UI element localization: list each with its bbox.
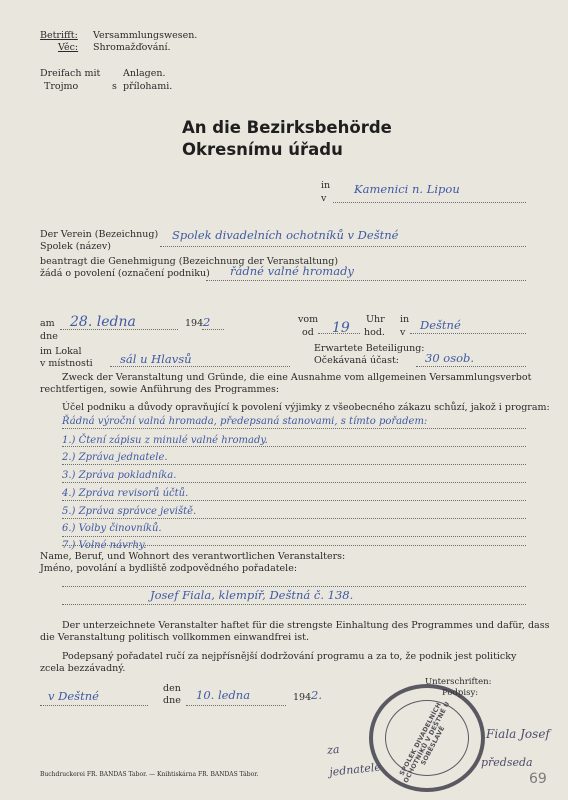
stamp-text: SPOLEK DIVADELNÍCH OCHOTNÍKŮ V DEŠTNÉ U SOBĚSLAVĚ (398, 700, 452, 785)
title-line-2: Okresnímu úřadu (182, 140, 343, 159)
town-in-label: in (400, 314, 410, 325)
stamp-seal (369, 684, 485, 792)
beteiligung-label-de: Erwartete Beteiligung: (314, 343, 425, 354)
verein-label-de: Der Verein (Bezeichnug) (40, 229, 159, 240)
signature-right-name: Fiala Josef (486, 727, 550, 741)
year-written: 2 (203, 315, 211, 329)
program-item: 1.) Čtení zápisu z minulé valné hromady. (62, 435, 268, 446)
date-line (60, 329, 178, 330)
program-item: Řádná výroční valná hromada, předepsaná stanovami, s tímto pořadem: (62, 416, 428, 427)
vom-label: vom (298, 314, 319, 325)
footer-year-written: 2. (311, 688, 322, 702)
unterschriften-label: Unterschriften: (425, 677, 492, 687)
veranstalter-label-cz: Jméno, povolání a bydliště zodpovědného pořadatele: (40, 563, 298, 574)
veranstaltung-label-cz: žádá o povolení (označení podniku) (40, 268, 210, 279)
town-line (410, 333, 526, 334)
program-line-3 (62, 464, 526, 465)
verein-value: Spolek divadelních ochotníků v Deštné (172, 228, 399, 242)
program-item: 4.) Zpráva revisorů účtů. (62, 488, 189, 499)
beteiligung-line (416, 366, 526, 367)
pledge-cz-1: Podepsaný pořadatel ručí za nejpřísnější dodržování programu a za to, že podnik jest politicky (62, 651, 517, 662)
vec-value: Shromažďování. (93, 42, 171, 53)
zweck-line-3: Účel podniku a důvody opravňující k povolení výjimky z všeobecného zákazu schůzí, jakož i program: (62, 402, 550, 413)
lokal-label-de: im Lokal (40, 346, 82, 357)
veranstalter-line-2 (62, 604, 526, 605)
lokal-label-cz: v místnosti (40, 358, 93, 369)
betrifft-value: Versammlungswesen. (93, 30, 198, 41)
program-item: 6.) Volby činovníků. (62, 523, 162, 534)
program-line-7 (62, 536, 526, 537)
page-number: 69 (529, 771, 547, 787)
footer-den-label: den (163, 683, 181, 694)
veranstaltung-value: řádné valné hromady (230, 264, 354, 278)
program-item: 5.) Zpráva správce jeviště. (62, 506, 197, 517)
zweck-line-1: Zweck der Veranstaltung und Gründe, die eine Ausnahme vom allgemeinen Versammlungsverbot (62, 372, 532, 383)
title-line-1: An die Bezirksbehörde (182, 118, 392, 137)
program-line-5 (62, 500, 526, 501)
signature-left: za jednatele (326, 742, 382, 779)
program-line-4 (62, 482, 526, 483)
dreifach-value: Anlagen. (123, 68, 166, 79)
place-v-label: v (321, 193, 327, 204)
footer-place-value: v Deštné (48, 689, 99, 703)
betrifft-label: Betrifft: (40, 30, 78, 41)
veranstaltung-line (206, 280, 526, 281)
veranstalter-value: Josef Fiala, klempíř, Deštná č. 138. (150, 588, 354, 602)
town-value: Deštné (420, 318, 461, 332)
veranstalter-line-1 (62, 586, 526, 587)
vec-label: Věc: (58, 42, 79, 53)
hour-value: 19 (332, 320, 350, 336)
footer-dne-label: dne (163, 695, 181, 706)
year-printed: 194 (185, 318, 204, 329)
dreifach-label: Dreifach mit (40, 68, 101, 79)
od-label: od (302, 327, 314, 338)
hour-line (318, 333, 360, 334)
place-in-label: in (321, 180, 331, 191)
footer-place-line (40, 705, 148, 706)
program-item: 3.) Zpráva pokladníka. (62, 470, 177, 481)
trojmo-value: přílohami. (123, 81, 173, 92)
footer-date-line (186, 705, 286, 706)
verein-label-cz: Spolek (název) (40, 241, 111, 252)
town-v-label: v (400, 327, 406, 338)
program-item: 2.) Zpráva jednatele. (62, 452, 168, 463)
podpisy-label: Podpisy: (442, 688, 479, 698)
verein-line (160, 246, 526, 247)
veranstalter-label-de: Name, Beruf, und Wohnort des verantwortlichen Veranstalters: (40, 551, 346, 562)
program-item: 7.) Volné návrhy. (62, 540, 147, 551)
dne-label: dne (40, 331, 58, 342)
pledge-de-2: die Veranstaltung politisch vollkommen einwandfrei ist. (40, 632, 309, 643)
veranstaltung-label-de: beantragt die Genehmigung (Bezeichnung der Veranstaltung) (40, 256, 339, 267)
am-label: am (40, 318, 55, 329)
program-line-1 (62, 428, 526, 429)
footer-date-value: 10. ledna (196, 688, 251, 702)
zweck-line-2: rechtfertigen, sowie Anführung des Programmes: (40, 384, 280, 395)
hod-label: hod. (364, 327, 385, 338)
beteiligung-value: 30 osob. (425, 351, 475, 365)
uhr-label: Uhr (366, 314, 385, 325)
printer-line: Buchdruckerei FR. BANDAS Tabor. — Knihtiskárna FR. BANDAS Tábor. (40, 771, 259, 778)
lokal-line (110, 366, 290, 367)
lokal-value: sál u Hlavsů (120, 352, 192, 366)
program-line-6 (62, 518, 526, 519)
place-line (333, 202, 526, 203)
place-value: Kamenici n. Lipou (354, 182, 460, 196)
pledge-de-1: Der unterzeichnete Veranstalter haftet für die strengste Einhaltung des Programmes und dafür, dass (62, 620, 550, 631)
trojmo-label: Trojmo (44, 81, 79, 92)
year-line (202, 329, 224, 330)
signature-right-role: předseda (481, 756, 533, 769)
trojmo-s: s (112, 81, 117, 92)
beteiligung-label-cz: Očekávaná účast: (314, 355, 399, 366)
pledge-cz-2: zcela bezzávadný. (40, 663, 126, 674)
date-value: 28. ledna (70, 314, 136, 330)
footer-year-printed: 194 (293, 692, 312, 703)
